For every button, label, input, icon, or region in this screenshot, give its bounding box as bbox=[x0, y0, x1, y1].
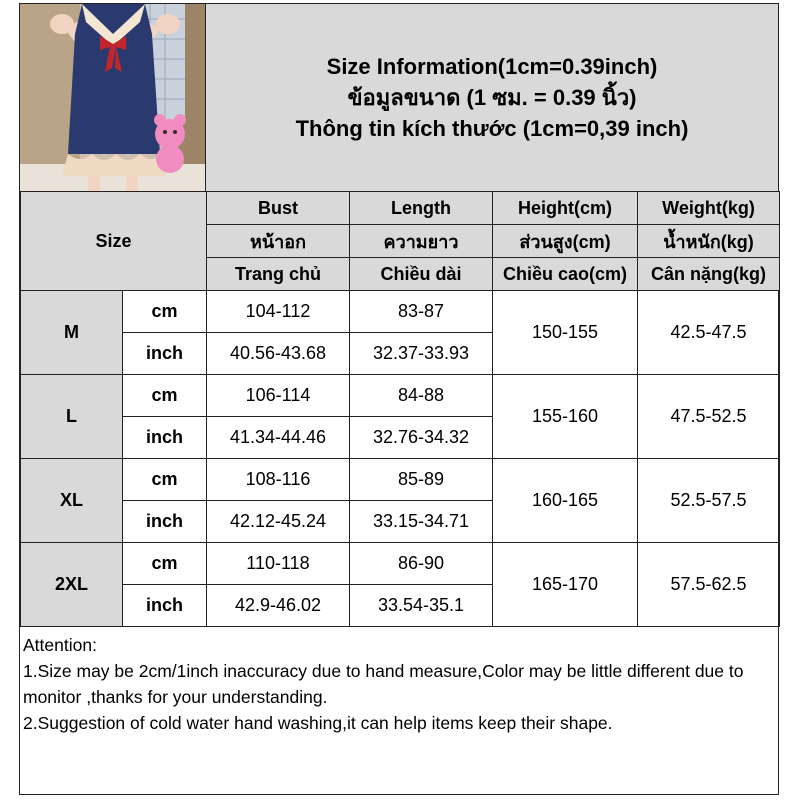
unit-inch: inch bbox=[123, 417, 207, 459]
size-table bbox=[20, 191, 780, 627]
length-header-th: ความยาว bbox=[350, 225, 493, 258]
title-thai: ข้อมูลขนาด (1 ซม. = 0.39 นิ้ว) bbox=[347, 85, 637, 110]
header-section bbox=[20, 4, 778, 192]
unit-inch: inch bbox=[123, 333, 207, 375]
weight-header-vi: Cân nặng(kg) bbox=[638, 258, 780, 291]
height-value: 165-170 bbox=[493, 543, 638, 627]
size-label-xl: XL bbox=[21, 459, 123, 543]
height-header-en: Height(cm) bbox=[493, 192, 638, 225]
length-inch-value: 32.76-34.32 bbox=[350, 417, 493, 459]
size-label-m: M bbox=[21, 291, 123, 375]
size-label-2xl: 2XL bbox=[21, 543, 123, 627]
bust-inch-value: 42.12-45.24 bbox=[207, 501, 350, 543]
size-chart-sheet bbox=[19, 3, 779, 795]
bust-inch-value: 40.56-43.68 bbox=[207, 333, 350, 375]
length-inch-value: 33.15-34.71 bbox=[350, 501, 493, 543]
size-column-header: Size bbox=[21, 192, 207, 291]
unit-inch: inch bbox=[123, 501, 207, 543]
bust-cm-value: 108-116 bbox=[207, 459, 350, 501]
unit-cm: cm bbox=[123, 375, 207, 417]
length-cm-value: 85-89 bbox=[350, 459, 493, 501]
unit-cm: cm bbox=[123, 459, 207, 501]
size-label-l: L bbox=[21, 375, 123, 459]
attention-item-2: 2.Suggestion of cold water hand washing,it can help items keep their shape. bbox=[23, 713, 613, 733]
weight-value: 42.5-47.5 bbox=[638, 291, 780, 375]
table-row bbox=[21, 375, 780, 417]
length-cm-value: 83-87 bbox=[350, 291, 493, 333]
weight-header-th: น้ำหนัก(kg) bbox=[638, 225, 780, 258]
bust-header-en: Bust bbox=[207, 192, 350, 225]
unit-inch: inch bbox=[123, 585, 207, 627]
bust-cm-value: 110-118 bbox=[207, 543, 350, 585]
size-information-title bbox=[206, 4, 778, 191]
bust-inch-value: 41.34-44.46 bbox=[207, 417, 350, 459]
title-vietnamese: Thông tin kích thước (1cm=0,39 inch) bbox=[295, 116, 689, 141]
weight-value: 47.5-52.5 bbox=[638, 375, 780, 459]
height-value: 150-155 bbox=[493, 291, 638, 375]
unit-cm: cm bbox=[123, 543, 207, 585]
bust-cm-value: 106-114 bbox=[207, 375, 350, 417]
table-row bbox=[21, 459, 780, 501]
table-row bbox=[21, 543, 780, 585]
length-header-en: Length bbox=[350, 192, 493, 225]
length-header-vi: Chiều dài bbox=[350, 258, 493, 291]
height-value: 155-160 bbox=[493, 375, 638, 459]
attention-item-1: 1.Size may be 2cm/1inch inaccuracy due to hand measure,Color may be little different due to monitor ,thanks for your understanding. bbox=[23, 661, 744, 707]
length-cm-value: 86-90 bbox=[350, 543, 493, 585]
header-row-english bbox=[21, 192, 780, 225]
product-photo bbox=[20, 4, 206, 191]
bust-cm-value: 104-112 bbox=[207, 291, 350, 333]
height-value: 160-165 bbox=[493, 459, 638, 543]
table-row bbox=[21, 291, 780, 333]
unit-cm: cm bbox=[123, 291, 207, 333]
weight-value: 57.5-62.5 bbox=[638, 543, 780, 627]
length-inch-value: 32.37-33.93 bbox=[350, 333, 493, 375]
height-header-th: ส่วนสูง(cm) bbox=[493, 225, 638, 258]
weight-header-en: Weight(kg) bbox=[638, 192, 780, 225]
bust-inch-value: 42.9-46.02 bbox=[207, 585, 350, 627]
length-inch-value: 33.54-35.1 bbox=[350, 585, 493, 627]
title-english: Size Information(1cm=0.39inch) bbox=[326, 54, 658, 79]
attention-heading: Attention: bbox=[23, 635, 97, 655]
attention-notes bbox=[20, 630, 778, 736]
bust-header-vi: Trang chủ bbox=[207, 258, 350, 291]
bust-header-th: หน้าอก bbox=[207, 225, 350, 258]
weight-value: 52.5-57.5 bbox=[638, 459, 780, 543]
height-header-vi: Chiều cao(cm) bbox=[493, 258, 638, 291]
length-cm-value: 84-88 bbox=[350, 375, 493, 417]
product-photo-illustration bbox=[20, 4, 205, 191]
